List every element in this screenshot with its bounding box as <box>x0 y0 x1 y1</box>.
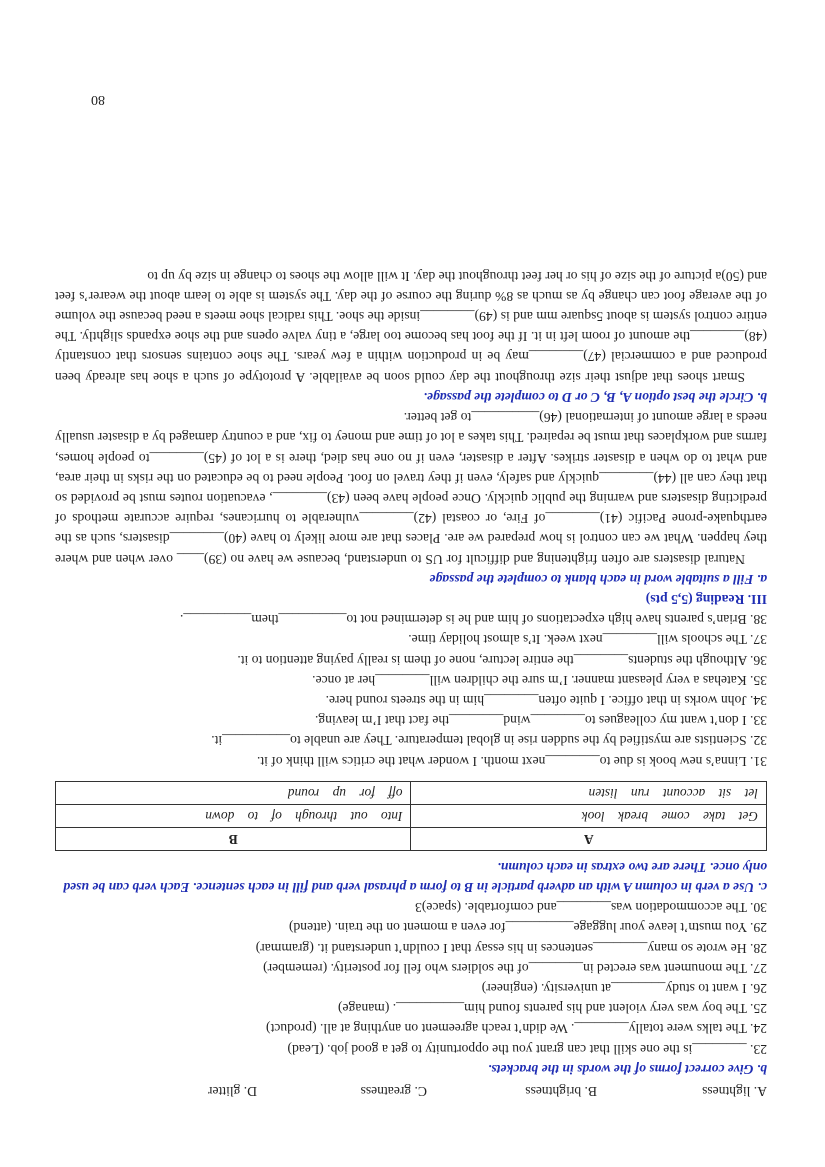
question-25: 25. The boy was very violent and his parents found him__________. (manage) <box>338 1001 767 1017</box>
column-a-verbs-row-2: let sit account run listen <box>411 781 767 804</box>
column-b-header: B <box>56 827 412 850</box>
page-content <box>55 265 767 1101</box>
question-32: 32. Scientists are mystified by the sudden rise in global temperature. They are unable to__________it. <box>211 733 767 749</box>
options-row <box>55 1081 767 1101</box>
question-31: 31. Linna’s new book is due to________next month. I wonder what the critics will think of it. <box>256 753 767 769</box>
question-33: 33. I don’t want my colleagues to________wind________the fact that I’m leaving. <box>314 713 767 729</box>
option-a: A. lightness <box>702 1084 767 1099</box>
question-37: 37. The schools will________next week. It’s almost holiday time. <box>408 632 767 648</box>
option-b: B. brightness <box>525 1084 597 1099</box>
phrasal-verb-list <box>55 609 767 771</box>
column-a-header: A <box>411 827 767 850</box>
phrasal-verb-table <box>55 781 767 851</box>
question-30: 30. The accommodation was________and comfortable. (space)3 <box>415 900 767 916</box>
question-28: 28. He wrote so many________sentences in his essay that I couldn’t understand it. (grammar) <box>255 940 767 956</box>
reading-b-passage: Smart shoes that adjust their size throughout the day could soon be available. A prototype of such a shoe has already been produced and a commercial (47)________may be in production within a few years. The shoe contains sensors that constantly (48)________the amount of room left in it. If the foot has become too large, a tiny valve opens and the shoe expands slightly. The entire control system is about 5square mm and is (49)________inside the shoe. This radical shoe meets a need because the volume of the average foot can change by as much as 8% during the course of the day. The system is able to learn about the wearer’s feet and (50)a picture of the size of his or her feet throughout the day. It will allow the shoes to change in size by up to <box>55 268 767 385</box>
question-27: 27. The monument was erected in________of the soldiers who fell for posterity. (remember) <box>263 960 767 976</box>
reading-b-heading: b. Circle the best option A, B, C or D to complete the passage. <box>423 389 767 405</box>
reading-a-passage: Natural disasters are often frightening and difficult for US to understand, because we have no (39)____ over when and where they happen. What we can control is how prepared we are. Places that are more likely to have (40)________disasters, such as the earthquake-prone Pacific (41)________of Fire, or coastal (42)________vulnerable to hurricanes, require accurate methods of predicting disasters and warning the public quickly. Once people have been (43)________, evacuation routes must be provided so that they can all (44)________quickly and safely, even if they travel on foot. People need to be educated on the risks in their area, and what to do when a disaster strikes. After a disaster, even if no one has died, there is a lot of (45)________to people homes, farms and workplaces that must be repaired. This takes a lot of time and money to fix, and a country damaged by a disaster usually needs a large amount of international (46)__________to get better. <box>55 410 767 567</box>
question-38: 38. Brian’s parents have high expectations of him and he is determined not to__________them__________. <box>179 612 767 628</box>
question-26: 26. I want to study________at university. (engineer) <box>481 980 767 996</box>
option-d: D. glitter <box>207 1084 257 1099</box>
page-number: 80 <box>91 92 105 107</box>
section-b-heading: b. Give correct forms of the words in the brackets. <box>487 1061 767 1077</box>
column-b-particles-row-1: Into out through of to down <box>56 804 412 827</box>
question-29: 29. You mustn’t leave your luggage__________for even a moment on the train. (attend) <box>288 920 767 936</box>
option-c: C. greatness <box>360 1084 427 1099</box>
reading-a-heading: a. Fill a suitable word in each blank to complete the passage <box>429 571 767 587</box>
section-c-heading: c. Use a verb in column A with an adverb particle in B to form a phrasal verb and fill in each sentence. Each verb can be used only once. There are two extras in each column. <box>63 859 767 895</box>
question-23: 23. ________is the one skill that can grant you the opportunity to get a good job. (Lead) <box>287 1041 767 1057</box>
reading-section-title: III. Reading (5,5 pts) <box>645 591 767 607</box>
column-b-particles-row-2: off for up round <box>56 781 412 804</box>
question-36: 36. Although the students________the entire lecture, none of them is really paying attention to it. <box>237 652 767 668</box>
question-34: 34. John works in that office. I quite often________him in the streets round here. <box>325 692 767 708</box>
column-a-verbs-row-1: Get take come break look <box>411 804 767 827</box>
question-35: 35. Katehas a very pleasant manner. I’m sure the children will________her at once. <box>312 672 767 688</box>
word-form-list <box>55 897 767 1059</box>
question-24: 24. The talks were totally________. We didn’t reach agreement on anything at all. (product) <box>266 1021 767 1037</box>
